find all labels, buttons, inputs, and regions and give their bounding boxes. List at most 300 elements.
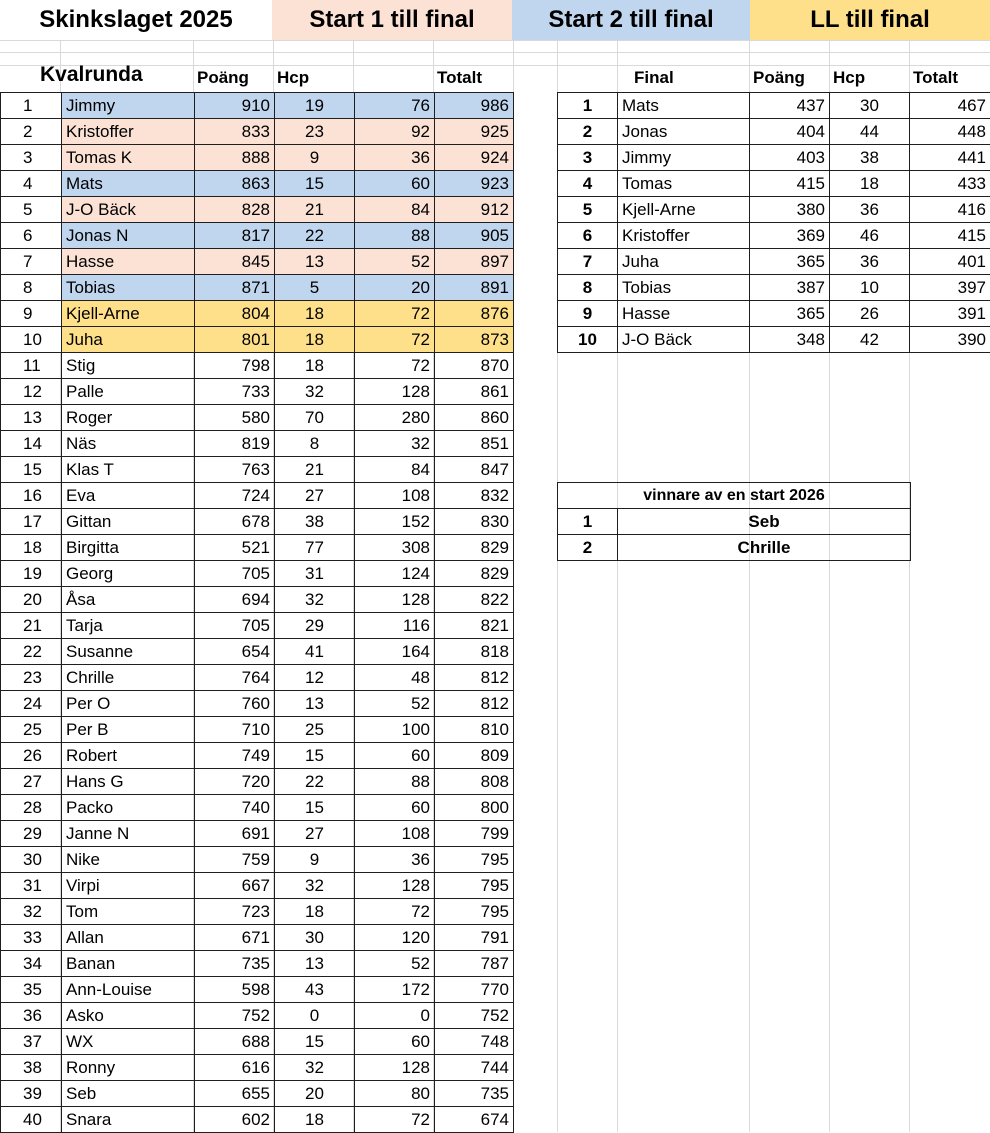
- points-cell: 828: [195, 197, 275, 223]
- table-row: [1, 535, 514, 561]
- name-cell: Banan: [62, 951, 195, 977]
- hcp-points-cell: 128: [355, 379, 435, 405]
- total-cell: 986: [435, 93, 514, 119]
- total-cell: 923: [435, 171, 514, 197]
- table-row: [1, 431, 514, 457]
- hcp-points-cell: 36: [355, 847, 435, 873]
- table-row: [558, 509, 911, 535]
- rank-cell: 6: [558, 223, 618, 249]
- hcp-cell: 43: [275, 977, 355, 1003]
- hcp-points-cell: 0: [355, 1003, 435, 1029]
- hcp-cell: 9: [275, 145, 355, 171]
- hcp-cell: 15: [275, 171, 355, 197]
- hcp-cell: 18: [275, 327, 355, 353]
- rank-cell: 36: [1, 1003, 62, 1029]
- hcp-points-cell: 280: [355, 405, 435, 431]
- hcp-cell: 26: [830, 301, 910, 327]
- table-row: [1, 665, 514, 691]
- rank-cell: 22: [1, 639, 62, 665]
- points-cell: 763: [195, 457, 275, 483]
- table-row: [1, 1107, 514, 1133]
- rank-cell: 20: [1, 587, 62, 613]
- name-cell: Tomas K: [62, 145, 195, 171]
- hcp-points-cell: 32: [355, 431, 435, 457]
- table-row: [1, 483, 514, 509]
- points-cell: 403: [750, 145, 830, 171]
- name-cell: Näs: [62, 431, 195, 457]
- points-cell: 369: [750, 223, 830, 249]
- hcp-cell: 21: [275, 457, 355, 483]
- hcp-cell: 29: [275, 613, 355, 639]
- table-row: [1, 1081, 514, 1107]
- rank-cell: 38: [1, 1055, 62, 1081]
- hcp-cell: 8: [275, 431, 355, 457]
- hcp-cell: 15: [275, 1029, 355, 1055]
- total-cell: 876: [435, 301, 514, 327]
- hcp-cell: 22: [275, 223, 355, 249]
- hcp-cell: 9: [275, 847, 355, 873]
- points-cell: 764: [195, 665, 275, 691]
- points-cell: 804: [195, 301, 275, 327]
- rank-cell: 1: [558, 509, 618, 535]
- points-cell: 380: [750, 197, 830, 223]
- name-cell: Chrille: [618, 535, 911, 561]
- name-cell: Tobias: [62, 275, 195, 301]
- hcp-cell: 36: [830, 249, 910, 275]
- points-cell: 705: [195, 561, 275, 587]
- total-cell: 735: [435, 1081, 514, 1107]
- rank-cell: 10: [1, 327, 62, 353]
- rank-cell: 33: [1, 925, 62, 951]
- table-row: [1, 145, 514, 171]
- name-cell: Seb: [618, 509, 911, 535]
- table-row: [1, 405, 514, 431]
- rank-cell: 3: [558, 145, 618, 171]
- hcp-points-cell: 88: [355, 223, 435, 249]
- points-cell: 667: [195, 873, 275, 899]
- winners-table: [557, 482, 911, 561]
- name-cell: Packo: [62, 795, 195, 821]
- qual-col-points: Poäng: [197, 65, 249, 91]
- points-cell: 798: [195, 353, 275, 379]
- name-cell: Ann-Louise: [62, 977, 195, 1003]
- name-cell: Tomas: [618, 171, 750, 197]
- table-row: [1, 847, 514, 873]
- points-cell: 752: [195, 1003, 275, 1029]
- hcp-cell: 15: [275, 743, 355, 769]
- total-cell: 401: [910, 249, 990, 275]
- table-row: [1, 249, 514, 275]
- name-cell: Seb: [62, 1081, 195, 1107]
- total-cell: 397: [910, 275, 990, 301]
- points-cell: 616: [195, 1055, 275, 1081]
- rank-cell: 8: [558, 275, 618, 301]
- hcp-cell: 70: [275, 405, 355, 431]
- name-cell: Robert: [62, 743, 195, 769]
- total-cell: 791: [435, 925, 514, 951]
- rank-cell: 29: [1, 821, 62, 847]
- rank-cell: 32: [1, 899, 62, 925]
- table-row: [1, 977, 514, 1003]
- total-cell: 821: [435, 613, 514, 639]
- total-cell: 829: [435, 535, 514, 561]
- table-row: [558, 301, 990, 327]
- total-cell: 441: [910, 145, 990, 171]
- points-cell: 387: [750, 275, 830, 301]
- total-cell: 912: [435, 197, 514, 223]
- rank-cell: 7: [558, 249, 618, 275]
- table-row: [1, 691, 514, 717]
- name-cell: Kjell-Arne: [618, 197, 750, 223]
- hcp-points-cell: 128: [355, 587, 435, 613]
- points-cell: 724: [195, 483, 275, 509]
- rank-cell: 35: [1, 977, 62, 1003]
- hcp-points-cell: 60: [355, 795, 435, 821]
- table-row: [1, 899, 514, 925]
- hcp-points-cell: 84: [355, 457, 435, 483]
- name-cell: Jimmy: [618, 145, 750, 171]
- points-cell: 801: [195, 327, 275, 353]
- points-cell: 710: [195, 717, 275, 743]
- table-row: [558, 223, 990, 249]
- qual-col-total: Totalt: [437, 65, 482, 91]
- points-cell: 759: [195, 847, 275, 873]
- name-cell: Tom: [62, 899, 195, 925]
- points-cell: 678: [195, 509, 275, 535]
- rank-cell: 39: [1, 1081, 62, 1107]
- table-row: [558, 145, 990, 171]
- points-cell: 598: [195, 977, 275, 1003]
- total-cell: 390: [910, 327, 990, 353]
- rank-cell: 2: [558, 119, 618, 145]
- name-cell: Jonas N: [62, 223, 195, 249]
- total-cell: 812: [435, 691, 514, 717]
- name-cell: J-O Bäck: [618, 327, 750, 353]
- name-cell: Tobias: [618, 275, 750, 301]
- name-cell: Hans G: [62, 769, 195, 795]
- rank-cell: 10: [558, 327, 618, 353]
- name-cell: Ronny: [62, 1055, 195, 1081]
- name-cell: Mats: [618, 93, 750, 119]
- hcp-cell: 30: [830, 93, 910, 119]
- points-cell: 723: [195, 899, 275, 925]
- points-cell: 580: [195, 405, 275, 431]
- name-cell: Allan: [62, 925, 195, 951]
- total-cell: 748: [435, 1029, 514, 1055]
- hcp-cell: 20: [275, 1081, 355, 1107]
- hcp-cell: 32: [275, 379, 355, 405]
- rank-cell: 5: [558, 197, 618, 223]
- hcp-points-cell: 84: [355, 197, 435, 223]
- points-cell: 694: [195, 587, 275, 613]
- total-cell: 787: [435, 951, 514, 977]
- table-row: [1, 1003, 514, 1029]
- rank-cell: 11: [1, 353, 62, 379]
- table-row: [1, 119, 514, 145]
- total-cell: 860: [435, 405, 514, 431]
- table-row: [1, 223, 514, 249]
- rank-cell: 9: [558, 301, 618, 327]
- total-cell: 873: [435, 327, 514, 353]
- hcp-cell: 30: [275, 925, 355, 951]
- total-cell: 830: [435, 509, 514, 535]
- points-cell: 348: [750, 327, 830, 353]
- hcp-cell: 22: [275, 769, 355, 795]
- name-cell: Hasse: [618, 301, 750, 327]
- name-cell: Kristoffer: [618, 223, 750, 249]
- total-cell: 795: [435, 899, 514, 925]
- points-cell: 845: [195, 249, 275, 275]
- total-cell: 847: [435, 457, 514, 483]
- rank-cell: 31: [1, 873, 62, 899]
- hcp-points-cell: 52: [355, 691, 435, 717]
- hcp-points-cell: 60: [355, 171, 435, 197]
- rank-cell: 4: [558, 171, 618, 197]
- name-cell: Janne N: [62, 821, 195, 847]
- points-cell: 871: [195, 275, 275, 301]
- table-row: [558, 275, 990, 301]
- table-row: [1, 327, 514, 353]
- total-cell: 851: [435, 431, 514, 457]
- hcp-cell: 0: [275, 1003, 355, 1029]
- total-cell: 832: [435, 483, 514, 509]
- rank-cell: 17: [1, 509, 62, 535]
- name-cell: Palle: [62, 379, 195, 405]
- total-cell: 812: [435, 665, 514, 691]
- legend-start2: Start 2 till final: [512, 0, 750, 40]
- hcp-cell: 38: [830, 145, 910, 171]
- final-title: Final: [634, 65, 674, 91]
- hcp-cell: 10: [830, 275, 910, 301]
- total-cell: 829: [435, 561, 514, 587]
- hcp-points-cell: 308: [355, 535, 435, 561]
- table-row: [1, 717, 514, 743]
- rank-cell: 21: [1, 613, 62, 639]
- points-cell: 720: [195, 769, 275, 795]
- rank-cell: 34: [1, 951, 62, 977]
- rank-cell: 28: [1, 795, 62, 821]
- name-cell: Hasse: [62, 249, 195, 275]
- rank-cell: 6: [1, 223, 62, 249]
- hcp-points-cell: 124: [355, 561, 435, 587]
- rank-cell: 5: [1, 197, 62, 223]
- table-row: [1, 821, 514, 847]
- legend-ll: LL till final: [750, 0, 990, 40]
- points-cell: 691: [195, 821, 275, 847]
- table-row: [1, 301, 514, 327]
- rank-cell: 2: [558, 535, 618, 561]
- hcp-points-cell: 72: [355, 899, 435, 925]
- total-cell: 861: [435, 379, 514, 405]
- total-cell: 810: [435, 717, 514, 743]
- hcp-points-cell: 52: [355, 249, 435, 275]
- table-row: [1, 769, 514, 795]
- rank-cell: 2: [1, 119, 62, 145]
- total-cell: 870: [435, 353, 514, 379]
- name-cell: Snara: [62, 1107, 195, 1133]
- rank-cell: 8: [1, 275, 62, 301]
- points-cell: 655: [195, 1081, 275, 1107]
- hcp-points-cell: 128: [355, 873, 435, 899]
- hcp-cell: 36: [830, 197, 910, 223]
- rank-cell: 15: [1, 457, 62, 483]
- total-cell: 391: [910, 301, 990, 327]
- hcp-points-cell: 88: [355, 769, 435, 795]
- total-cell: 800: [435, 795, 514, 821]
- hcp-points-cell: 48: [355, 665, 435, 691]
- points-cell: 688: [195, 1029, 275, 1055]
- table-row: [1, 873, 514, 899]
- table-row: [1, 1055, 514, 1081]
- hcp-cell: 18: [275, 899, 355, 925]
- hcp-points-cell: 120: [355, 925, 435, 951]
- points-cell: 671: [195, 925, 275, 951]
- hcp-points-cell: 108: [355, 483, 435, 509]
- points-cell: 602: [195, 1107, 275, 1133]
- hcp-cell: 38: [275, 509, 355, 535]
- points-cell: 863: [195, 171, 275, 197]
- hcp-points-cell: 172: [355, 977, 435, 1003]
- table-row: [1, 639, 514, 665]
- hcp-points-cell: 72: [355, 327, 435, 353]
- rank-cell: 12: [1, 379, 62, 405]
- total-cell: 925: [435, 119, 514, 145]
- hcp-points-cell: 76: [355, 93, 435, 119]
- total-cell: 415: [910, 223, 990, 249]
- rank-cell: 26: [1, 743, 62, 769]
- hcp-cell: 12: [275, 665, 355, 691]
- points-cell: 760: [195, 691, 275, 717]
- name-cell: J-O Bäck: [62, 197, 195, 223]
- name-cell: Eva: [62, 483, 195, 509]
- rank-cell: 1: [1, 93, 62, 119]
- table-row: [1, 171, 514, 197]
- hcp-points-cell: 60: [355, 1029, 435, 1055]
- rank-cell: 1: [558, 93, 618, 119]
- rank-cell: 3: [1, 145, 62, 171]
- total-cell: 809: [435, 743, 514, 769]
- hcp-points-cell: 72: [355, 301, 435, 327]
- hcp-points-cell: 92: [355, 119, 435, 145]
- name-cell: Klas T: [62, 457, 195, 483]
- rank-cell: 27: [1, 769, 62, 795]
- hcp-points-cell: 108: [355, 821, 435, 847]
- rank-cell: 4: [1, 171, 62, 197]
- rank-cell: 37: [1, 1029, 62, 1055]
- rank-cell: 40: [1, 1107, 62, 1133]
- name-cell: Asko: [62, 1003, 195, 1029]
- hcp-cell: 21: [275, 197, 355, 223]
- hcp-cell: 77: [275, 535, 355, 561]
- total-cell: 799: [435, 821, 514, 847]
- points-cell: 705: [195, 613, 275, 639]
- points-cell: 749: [195, 743, 275, 769]
- total-cell: 744: [435, 1055, 514, 1081]
- hcp-points-cell: 36: [355, 145, 435, 171]
- name-cell: Åsa: [62, 587, 195, 613]
- rank-cell: 23: [1, 665, 62, 691]
- table-row: [558, 249, 990, 275]
- hcp-cell: 46: [830, 223, 910, 249]
- points-cell: 817: [195, 223, 275, 249]
- rank-cell: 24: [1, 691, 62, 717]
- hcp-cell: 18: [275, 301, 355, 327]
- points-cell: 437: [750, 93, 830, 119]
- points-cell: 365: [750, 249, 830, 275]
- hcp-cell: 13: [275, 951, 355, 977]
- total-cell: 770: [435, 977, 514, 1003]
- total-cell: 905: [435, 223, 514, 249]
- rank-cell: 7: [1, 249, 62, 275]
- hcp-cell: 41: [275, 639, 355, 665]
- winners-title: vinnare av en start 2026: [558, 483, 911, 509]
- hcp-points-cell: 20: [355, 275, 435, 301]
- table-row: [558, 93, 990, 119]
- hcp-cell: 32: [275, 587, 355, 613]
- points-cell: 735: [195, 951, 275, 977]
- total-cell: 752: [435, 1003, 514, 1029]
- hcp-points-cell: 164: [355, 639, 435, 665]
- hcp-cell: 5: [275, 275, 355, 301]
- rank-cell: 9: [1, 301, 62, 327]
- hcp-cell: 32: [275, 873, 355, 899]
- total-cell: 818: [435, 639, 514, 665]
- name-cell: Birgitta: [62, 535, 195, 561]
- name-cell: Stig: [62, 353, 195, 379]
- name-cell: Chrille: [62, 665, 195, 691]
- hcp-cell: 18: [830, 171, 910, 197]
- hcp-cell: 19: [275, 93, 355, 119]
- points-cell: 415: [750, 171, 830, 197]
- name-cell: Susanne: [62, 639, 195, 665]
- total-cell: 897: [435, 249, 514, 275]
- rank-cell: 14: [1, 431, 62, 457]
- rank-cell: 25: [1, 717, 62, 743]
- points-cell: 521: [195, 535, 275, 561]
- hcp-cell: 18: [275, 1107, 355, 1133]
- total-cell: 467: [910, 93, 990, 119]
- name-cell: Gittan: [62, 509, 195, 535]
- points-cell: 404: [750, 119, 830, 145]
- hcp-cell: 18: [275, 353, 355, 379]
- table-row: [1, 197, 514, 223]
- hcp-points-cell: 72: [355, 1107, 435, 1133]
- name-cell: Nike: [62, 847, 195, 873]
- table-row: [558, 327, 990, 353]
- table-row: [1, 93, 514, 119]
- table-row: [1, 795, 514, 821]
- final-col-points: Poäng: [753, 65, 805, 91]
- table-row: [1, 509, 514, 535]
- qualification-table: [0, 92, 514, 1133]
- points-cell: 888: [195, 145, 275, 171]
- table-row: [1, 951, 514, 977]
- name-cell: Virpi: [62, 873, 195, 899]
- name-cell: Kristoffer: [62, 119, 195, 145]
- table-row: [1, 587, 514, 613]
- points-cell: 819: [195, 431, 275, 457]
- hcp-cell: 44: [830, 119, 910, 145]
- hcp-points-cell: 116: [355, 613, 435, 639]
- hcp-cell: 32: [275, 1055, 355, 1081]
- name-cell: Georg: [62, 561, 195, 587]
- name-cell: Jonas: [618, 119, 750, 145]
- points-cell: 833: [195, 119, 275, 145]
- sheet-title: Skinkslaget 2025: [0, 0, 272, 40]
- qual-title: Kvalrunda: [40, 62, 143, 88]
- table-row: [1, 561, 514, 587]
- hcp-points-cell: 80: [355, 1081, 435, 1107]
